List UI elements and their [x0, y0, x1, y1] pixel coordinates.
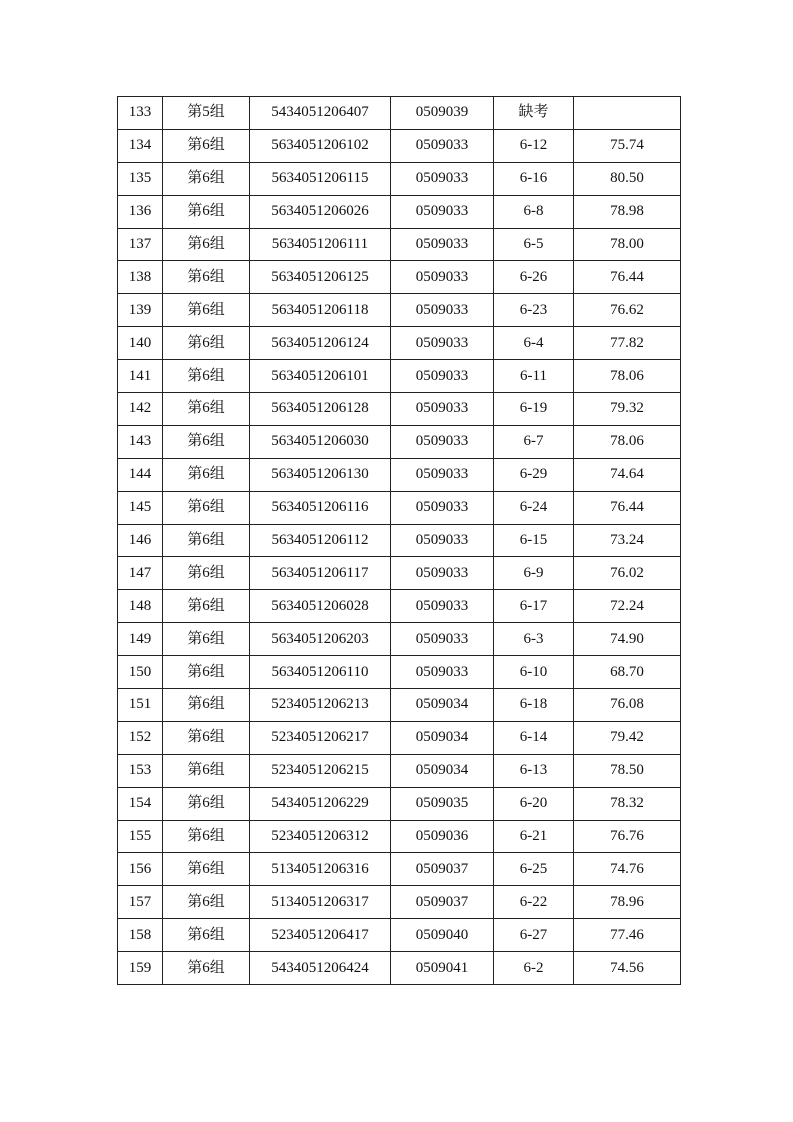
row-number-cell: 152 — [118, 721, 163, 754]
group-cell: 第6组 — [163, 294, 250, 327]
candidate-id-cell: 5634051206124 — [250, 327, 391, 360]
table-row — [118, 656, 681, 689]
table-row — [118, 129, 681, 162]
row-number-cell: 157 — [118, 886, 163, 919]
row-number-cell: 140 — [118, 327, 163, 360]
row-number-cell: 139 — [118, 294, 163, 327]
position-code-cell: 0509033 — [391, 294, 494, 327]
seat-number-cell: 6-29 — [494, 458, 574, 491]
table-row — [118, 261, 681, 294]
score-cell: 76.08 — [574, 689, 681, 722]
position-code-cell: 0509033 — [391, 458, 494, 491]
seat-number-cell: 6-13 — [494, 754, 574, 787]
table-row — [118, 919, 681, 952]
group-cell: 第6组 — [163, 952, 250, 985]
position-code-cell: 0509034 — [391, 689, 494, 722]
seat-number-cell: 6-3 — [494, 623, 574, 656]
row-number-cell: 148 — [118, 590, 163, 623]
group-cell: 第6组 — [163, 623, 250, 656]
table-row — [118, 853, 681, 886]
candidate-id-cell: 5634051206102 — [250, 129, 391, 162]
seat-number-cell: 6-7 — [494, 425, 574, 458]
position-code-cell: 0509041 — [391, 952, 494, 985]
candidate-id-cell: 5434051206424 — [250, 952, 391, 985]
table-row — [118, 787, 681, 820]
seat-number-cell: 6-27 — [494, 919, 574, 952]
candidate-id-cell: 5634051206111 — [250, 228, 391, 261]
position-code-cell: 0509034 — [391, 754, 494, 787]
score-cell: 79.32 — [574, 393, 681, 426]
position-code-cell: 0509033 — [391, 393, 494, 426]
position-code-cell: 0509033 — [391, 656, 494, 689]
score-cell: 79.42 — [574, 721, 681, 754]
row-number-cell: 135 — [118, 162, 163, 195]
group-cell: 第6组 — [163, 393, 250, 426]
table-row — [118, 524, 681, 557]
position-code-cell: 0509033 — [391, 623, 494, 656]
position-code-cell: 0509035 — [391, 787, 494, 820]
score-cell: 76.02 — [574, 557, 681, 590]
score-cell: 78.32 — [574, 787, 681, 820]
score-cell: 78.50 — [574, 754, 681, 787]
group-cell: 第6组 — [163, 787, 250, 820]
candidate-id-cell: 5634051206125 — [250, 261, 391, 294]
score-cell: 73.24 — [574, 524, 681, 557]
table-row — [118, 886, 681, 919]
seat-number-cell: 6-20 — [494, 787, 574, 820]
score-cell: 72.24 — [574, 590, 681, 623]
position-code-cell: 0509033 — [391, 195, 494, 228]
seat-number-cell: 6-26 — [494, 261, 574, 294]
seat-number-cell: 6-5 — [494, 228, 574, 261]
seat-number-cell: 6-23 — [494, 294, 574, 327]
table-row — [118, 162, 681, 195]
seat-number-cell: 6-24 — [494, 491, 574, 524]
row-number-cell: 138 — [118, 261, 163, 294]
score-cell: 74.56 — [574, 952, 681, 985]
score-cell: 78.06 — [574, 425, 681, 458]
row-number-cell: 154 — [118, 787, 163, 820]
position-code-cell: 0509033 — [391, 129, 494, 162]
row-number-cell: 141 — [118, 360, 163, 393]
group-cell: 第6组 — [163, 754, 250, 787]
row-number-cell: 143 — [118, 425, 163, 458]
row-number-cell: 147 — [118, 557, 163, 590]
table-row — [118, 294, 681, 327]
row-number-cell: 142 — [118, 393, 163, 426]
group-cell: 第6组 — [163, 360, 250, 393]
position-code-cell: 0509033 — [391, 491, 494, 524]
row-number-cell: 149 — [118, 623, 163, 656]
score-cell: 76.76 — [574, 820, 681, 853]
row-number-cell: 146 — [118, 524, 163, 557]
table-row — [118, 689, 681, 722]
position-code-cell: 0509033 — [391, 228, 494, 261]
position-code-cell: 0509040 — [391, 919, 494, 952]
results-table — [117, 96, 681, 985]
candidate-id-cell: 5634051206110 — [250, 656, 391, 689]
candidate-id-cell: 5634051206101 — [250, 360, 391, 393]
candidate-id-cell: 5234051206213 — [250, 689, 391, 722]
seat-number-cell: 6-9 — [494, 557, 574, 590]
score-cell: 75.74 — [574, 129, 681, 162]
table-row — [118, 327, 681, 360]
seat-number-cell: 6-11 — [494, 360, 574, 393]
group-cell: 第6组 — [163, 919, 250, 952]
group-cell: 第6组 — [163, 721, 250, 754]
results-table-body — [118, 97, 681, 985]
row-number-cell: 155 — [118, 820, 163, 853]
row-number-cell: 156 — [118, 853, 163, 886]
table-row — [118, 721, 681, 754]
score-cell: 76.44 — [574, 491, 681, 524]
row-number-cell: 153 — [118, 754, 163, 787]
seat-number-cell: 6-8 — [494, 195, 574, 228]
table-row — [118, 425, 681, 458]
seat-number-cell: 6-14 — [494, 721, 574, 754]
group-cell: 第6组 — [163, 425, 250, 458]
row-number-cell: 159 — [118, 952, 163, 985]
seat-number-cell: 6-12 — [494, 129, 574, 162]
row-number-cell: 144 — [118, 458, 163, 491]
candidate-id-cell: 5134051206316 — [250, 853, 391, 886]
group-cell: 第6组 — [163, 129, 250, 162]
table-row — [118, 590, 681, 623]
candidate-id-cell: 5434051206229 — [250, 787, 391, 820]
table-row — [118, 97, 681, 130]
group-cell: 第6组 — [163, 820, 250, 853]
candidate-id-cell: 5634051206112 — [250, 524, 391, 557]
table-row — [118, 491, 681, 524]
score-cell: 74.90 — [574, 623, 681, 656]
row-number-cell: 150 — [118, 656, 163, 689]
position-code-cell: 0509034 — [391, 721, 494, 754]
table-row — [118, 557, 681, 590]
table-row — [118, 195, 681, 228]
candidate-id-cell: 5234051206312 — [250, 820, 391, 853]
row-number-cell: 151 — [118, 689, 163, 722]
position-code-cell: 0509033 — [391, 557, 494, 590]
score-cell: 78.98 — [574, 195, 681, 228]
candidate-id-cell: 5134051206317 — [250, 886, 391, 919]
group-cell: 第6组 — [163, 853, 250, 886]
position-code-cell: 0509033 — [391, 360, 494, 393]
seat-number-cell: 6-22 — [494, 886, 574, 919]
seat-number-cell: 6-10 — [494, 656, 574, 689]
group-cell: 第6组 — [163, 491, 250, 524]
position-code-cell: 0509033 — [391, 261, 494, 294]
candidate-id-cell: 5634051206028 — [250, 590, 391, 623]
group-cell: 第6组 — [163, 590, 250, 623]
candidate-id-cell: 5434051206407 — [250, 97, 391, 130]
position-code-cell: 0509037 — [391, 853, 494, 886]
score-cell: 78.00 — [574, 228, 681, 261]
group-cell: 第6组 — [163, 656, 250, 689]
score-cell: 68.70 — [574, 656, 681, 689]
candidate-id-cell: 5634051206115 — [250, 162, 391, 195]
candidate-id-cell: 5634051206130 — [250, 458, 391, 491]
table-row — [118, 820, 681, 853]
seat-number-cell: 6-2 — [494, 952, 574, 985]
score-cell: 78.06 — [574, 360, 681, 393]
group-cell: 第6组 — [163, 327, 250, 360]
seat-number-cell: 6-19 — [494, 393, 574, 426]
score-cell: 77.46 — [574, 919, 681, 952]
candidate-id-cell: 5234051206217 — [250, 721, 391, 754]
position-code-cell: 0509033 — [391, 590, 494, 623]
candidate-id-cell: 5234051206417 — [250, 919, 391, 952]
group-cell: 第5组 — [163, 97, 250, 130]
group-cell: 第6组 — [163, 228, 250, 261]
group-cell: 第6组 — [163, 524, 250, 557]
score-cell: 74.76 — [574, 853, 681, 886]
candidate-id-cell: 5234051206215 — [250, 754, 391, 787]
table-row — [118, 952, 681, 985]
row-number-cell: 137 — [118, 228, 163, 261]
table-row — [118, 623, 681, 656]
score-cell: 80.50 — [574, 162, 681, 195]
seat-number-cell: 6-15 — [494, 524, 574, 557]
seat-number-cell: 6-4 — [494, 327, 574, 360]
candidate-id-cell: 5634051206030 — [250, 425, 391, 458]
position-code-cell: 0509036 — [391, 820, 494, 853]
row-number-cell: 145 — [118, 491, 163, 524]
score-cell: 74.64 — [574, 458, 681, 491]
score-cell: 77.82 — [574, 327, 681, 360]
seat-number-cell: 缺考 — [494, 97, 574, 130]
row-number-cell: 134 — [118, 129, 163, 162]
table-row — [118, 458, 681, 491]
row-number-cell: 136 — [118, 195, 163, 228]
score-cell: 76.44 — [574, 261, 681, 294]
group-cell: 第6组 — [163, 195, 250, 228]
table-row — [118, 393, 681, 426]
group-cell: 第6组 — [163, 458, 250, 491]
seat-number-cell: 6-21 — [494, 820, 574, 853]
row-number-cell: 133 — [118, 97, 163, 130]
position-code-cell: 0509033 — [391, 327, 494, 360]
group-cell: 第6组 — [163, 886, 250, 919]
seat-number-cell: 6-17 — [494, 590, 574, 623]
candidate-id-cell: 5634051206203 — [250, 623, 391, 656]
group-cell: 第6组 — [163, 557, 250, 590]
position-code-cell: 0509039 — [391, 97, 494, 130]
score-cell: 78.96 — [574, 886, 681, 919]
position-code-cell: 0509037 — [391, 886, 494, 919]
position-code-cell: 0509033 — [391, 162, 494, 195]
candidate-id-cell: 5634051206118 — [250, 294, 391, 327]
seat-number-cell: 6-18 — [494, 689, 574, 722]
table-row — [118, 360, 681, 393]
table-row — [118, 228, 681, 261]
position-code-cell: 0509033 — [391, 425, 494, 458]
group-cell: 第6组 — [163, 162, 250, 195]
group-cell: 第6组 — [163, 689, 250, 722]
row-number-cell: 158 — [118, 919, 163, 952]
table-row — [118, 754, 681, 787]
score-cell: 76.62 — [574, 294, 681, 327]
group-cell: 第6组 — [163, 261, 250, 294]
position-code-cell: 0509033 — [391, 524, 494, 557]
seat-number-cell: 6-25 — [494, 853, 574, 886]
candidate-id-cell: 5634051206116 — [250, 491, 391, 524]
seat-number-cell: 6-16 — [494, 162, 574, 195]
score-cell — [574, 97, 681, 130]
candidate-id-cell: 5634051206117 — [250, 557, 391, 590]
candidate-id-cell: 5634051206026 — [250, 195, 391, 228]
candidate-id-cell: 5634051206128 — [250, 393, 391, 426]
